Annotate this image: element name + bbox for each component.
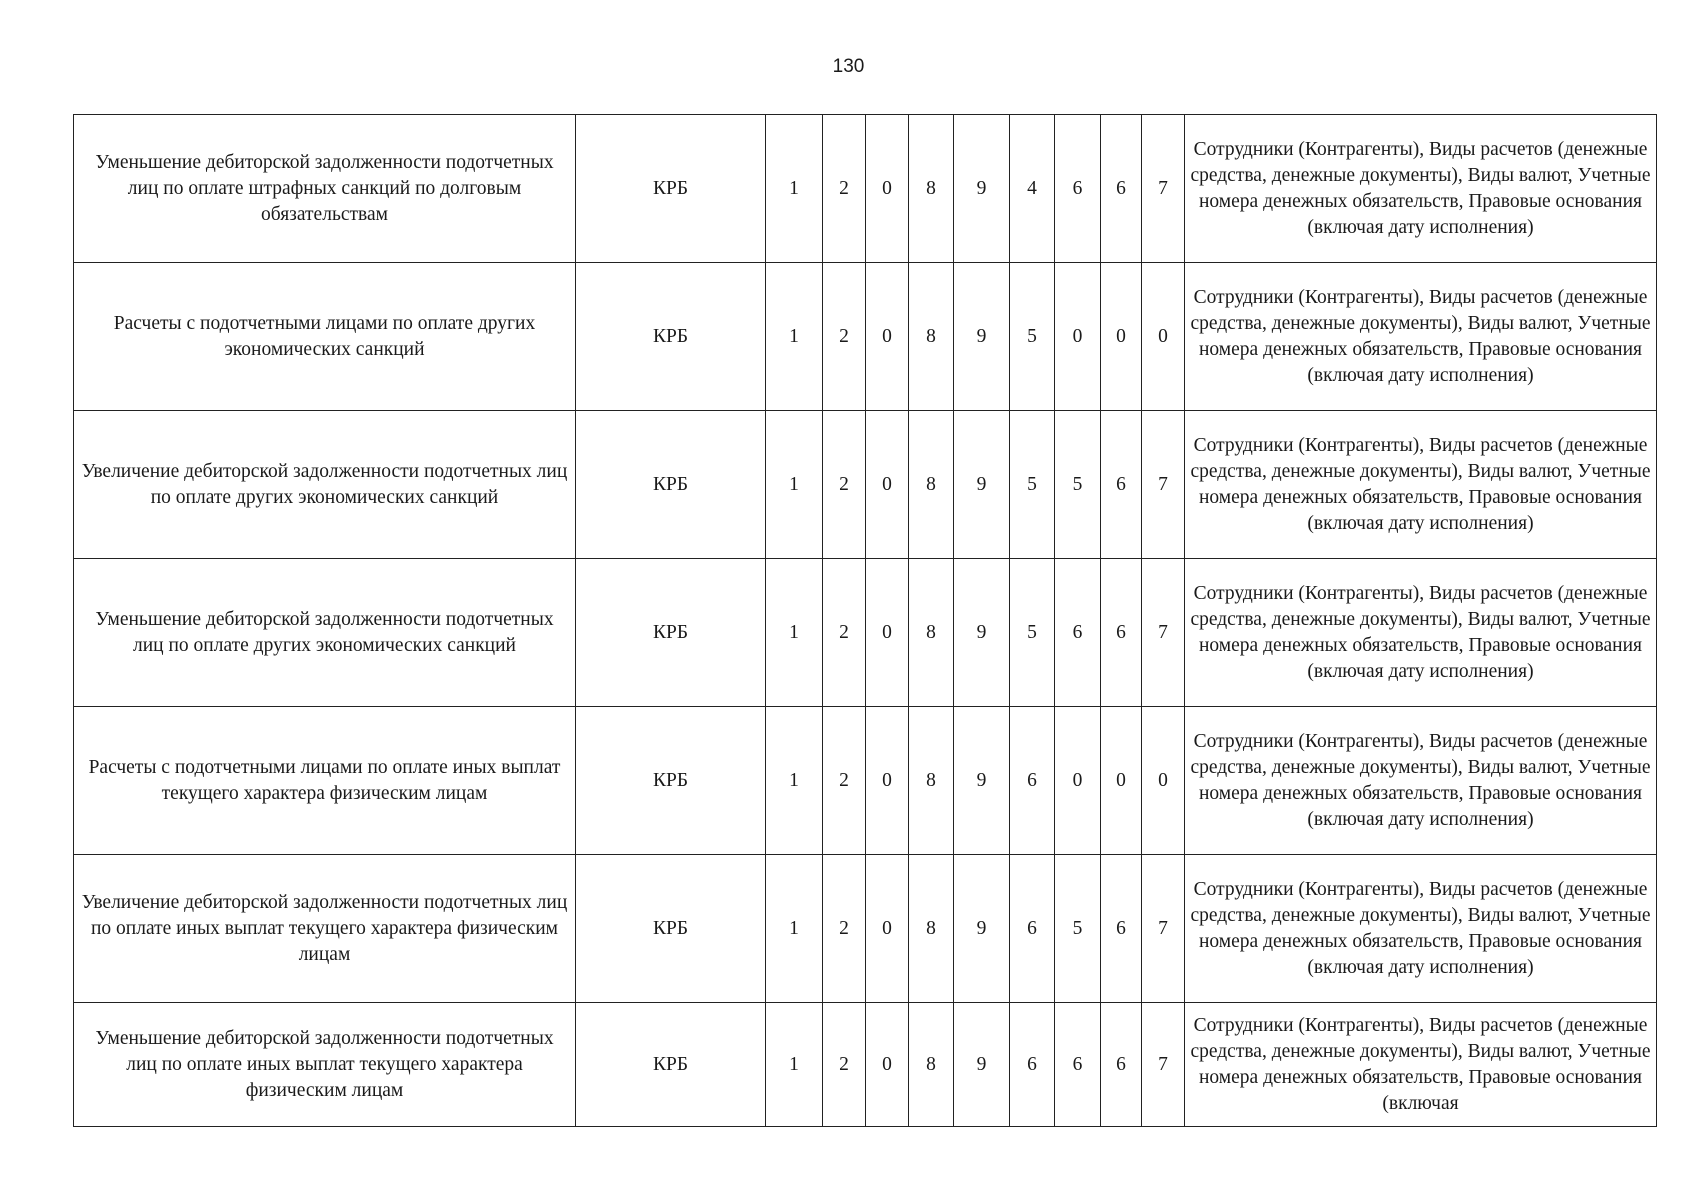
account-code-digit: 0 — [866, 559, 909, 707]
account-code-digit: 9 — [954, 707, 1010, 855]
account-code-digit: 2 — [823, 559, 866, 707]
account-description: Расчеты с подотчетными лицами по оплате иных выплат текущего характера физическим лицам — [74, 707, 576, 855]
table-row — [74, 855, 1657, 1003]
account-description: Уменьшение дебиторской задолженности подотчетных лиц по оплате других экономических санкций — [74, 559, 576, 707]
account-code-digit: 6 — [1101, 559, 1142, 707]
account-code-digit: 0 — [1055, 707, 1101, 855]
account-code-digit: 6 — [1101, 411, 1142, 559]
account-code-digit: 8 — [909, 559, 954, 707]
account-code-digit: 0 — [866, 855, 909, 1003]
account-code-digit: 0 — [866, 1003, 909, 1127]
account-type: КРБ — [576, 115, 766, 263]
account-code-digit: 6 — [1101, 1003, 1142, 1127]
table-row — [74, 559, 1657, 707]
account-code-digit: 2 — [823, 263, 866, 411]
account-code-digit: 7 — [1142, 411, 1185, 559]
account-code-digit: 8 — [909, 855, 954, 1003]
account-code-digit: 1 — [766, 263, 823, 411]
page-number: 130 — [832, 56, 865, 77]
account-code-digit: 6 — [1055, 559, 1101, 707]
account-type: КРБ — [576, 559, 766, 707]
account-type: КРБ — [576, 1003, 766, 1127]
table-row — [74, 1003, 1657, 1127]
account-code-digit: 8 — [909, 263, 954, 411]
account-code-digit: 0 — [866, 115, 909, 263]
analytics-description: Сотрудники (Контрагенты), Виды расчетов (денежные средства, денежные документы), Виды валют, Учетные номера денежных обязательств, Правовые основания (включая дату исполнения) — [1185, 263, 1657, 411]
account-code-digit: 5 — [1055, 855, 1101, 1003]
account-code-digit: 0 — [1142, 707, 1185, 855]
account-description: Расчеты с подотчетными лицами по оплате других экономических санкций — [74, 263, 576, 411]
account-code-digit: 6 — [1055, 115, 1101, 263]
account-type: КРБ — [576, 707, 766, 855]
analytics-description: Сотрудники (Контрагенты), Виды расчетов (денежные средства, денежные документы), Виды валют, Учетные номера денежных обязательств, Правовые основания (включая — [1185, 1003, 1657, 1127]
account-description: Увеличение дебиторской задолженности подотчетных лиц по оплате других экономических санкций — [74, 411, 576, 559]
account-code-digit: 6 — [1055, 1003, 1101, 1127]
account-code-digit: 9 — [954, 411, 1010, 559]
table-row — [74, 411, 1657, 559]
account-code-digit: 6 — [1101, 855, 1142, 1003]
account-description: Увеличение дебиторской задолженности подотчетных лиц по оплате иных выплат текущего характера физическим лицам — [74, 855, 576, 1003]
account-code-digit: 7 — [1142, 559, 1185, 707]
account-code-digit: 1 — [766, 411, 823, 559]
account-code-digit: 5 — [1010, 263, 1055, 411]
account-code-digit: 6 — [1010, 707, 1055, 855]
account-code-digit: 5 — [1010, 411, 1055, 559]
account-code-digit: 0 — [866, 411, 909, 559]
account-code-digit: 1 — [766, 559, 823, 707]
account-code-digit: 7 — [1142, 115, 1185, 263]
account-code-digit: 7 — [1142, 1003, 1185, 1127]
account-code-digit: 1 — [766, 707, 823, 855]
account-code-digit: 0 — [1055, 263, 1101, 411]
account-code-digit: 4 — [1010, 115, 1055, 263]
account-code-digit: 0 — [1101, 263, 1142, 411]
account-code-digit: 2 — [823, 411, 866, 559]
account-code-digit: 0 — [866, 263, 909, 411]
account-description: Уменьшение дебиторской задолженности подотчетных лиц по оплате штрафных санкций по долговым обязательствам — [74, 115, 576, 263]
table-row — [74, 707, 1657, 855]
account-code-digit: 6 — [1101, 115, 1142, 263]
account-code-digit: 2 — [823, 855, 866, 1003]
account-code-digit: 9 — [954, 1003, 1010, 1127]
account-description: Уменьшение дебиторской задолженности подотчетных лиц по оплате иных выплат текущего характера физическим лицам — [74, 1003, 576, 1127]
account-code-digit: 9 — [954, 855, 1010, 1003]
account-type: КРБ — [576, 263, 766, 411]
account-code-digit: 2 — [823, 707, 866, 855]
table-row — [74, 263, 1657, 411]
account-code-digit: 2 — [823, 1003, 866, 1127]
analytics-description: Сотрудники (Контрагенты), Виды расчетов (денежные средства, денежные документы), Виды валют, Учетные номера денежных обязательств, Правовые основания (включая дату исполнения) — [1185, 115, 1657, 263]
account-code-digit: 0 — [1142, 263, 1185, 411]
account-code-digit: 6 — [1010, 855, 1055, 1003]
account-type: КРБ — [576, 855, 766, 1003]
account-code-digit: 9 — [954, 263, 1010, 411]
account-code-digit: 8 — [909, 115, 954, 263]
account-code-digit: 2 — [823, 115, 866, 263]
account-code-digit: 1 — [766, 855, 823, 1003]
account-code-digit: 9 — [954, 115, 1010, 263]
analytics-description: Сотрудники (Контрагенты), Виды расчетов (денежные средства, денежные документы), Виды валют, Учетные номера денежных обязательств, Правовые основания (включая дату исполнения) — [1185, 559, 1657, 707]
account-code-digit: 0 — [866, 707, 909, 855]
account-code-digit: 5 — [1055, 411, 1101, 559]
analytics-description: Сотрудники (Контрагенты), Виды расчетов (денежные средства, денежные документы), Виды валют, Учетные номера денежных обязательств, Правовые основания (включая дату исполнения) — [1185, 707, 1657, 855]
analytics-description: Сотрудники (Контрагенты), Виды расчетов (денежные средства, денежные документы), Виды валют, Учетные номера денежных обязательств, Правовые основания (включая дату исполнения) — [1185, 855, 1657, 1003]
table-row — [74, 115, 1657, 263]
analytics-description: Сотрудники (Контрагенты), Виды расчетов (денежные средства, денежные документы), Виды валют, Учетные номера денежных обязательств, Правовые основания (включая дату исполнения) — [1185, 411, 1657, 559]
account-type: КРБ — [576, 411, 766, 559]
accounts-table — [73, 114, 1657, 1127]
account-code-digit: 9 — [954, 559, 1010, 707]
account-code-digit: 7 — [1142, 855, 1185, 1003]
account-code-digit: 8 — [909, 707, 954, 855]
account-code-digit: 1 — [766, 115, 823, 263]
account-code-digit: 8 — [909, 1003, 954, 1127]
account-code-digit: 0 — [1101, 707, 1142, 855]
account-code-digit: 6 — [1010, 1003, 1055, 1127]
account-code-digit: 5 — [1010, 559, 1055, 707]
account-code-digit: 8 — [909, 411, 954, 559]
account-code-digit: 1 — [766, 1003, 823, 1127]
